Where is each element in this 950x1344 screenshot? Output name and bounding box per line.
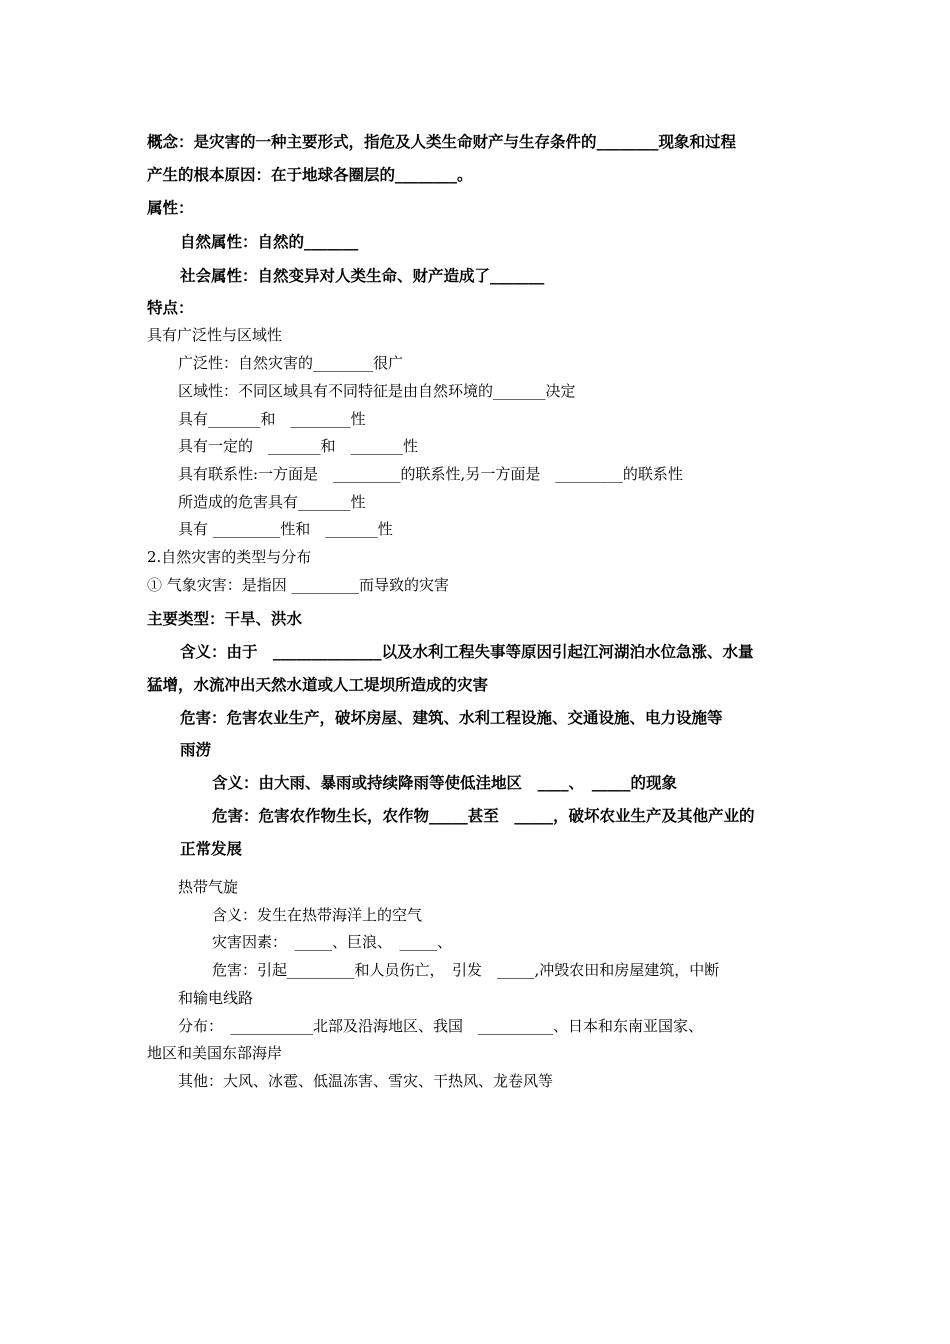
cyclone-harm: 危害：引起_________和人员伤亡， 引发 _____,冲毁农田和房屋建筑，中断 bbox=[212, 961, 720, 979]
root-cause-line: 产生的根本原因：在于地球各圈层的________。 bbox=[147, 166, 473, 184]
distribution-line: 分布： ___________北部及沿海地区、我国 __________、日本和东南亚国家、 bbox=[178, 1017, 704, 1035]
meteorological-line: ① 气象灾害：是指因 _________而导致的灾害 bbox=[147, 576, 450, 594]
social-attribute-line: 社会属性：自然变异对人类生命、财产造成了_______ bbox=[180, 267, 545, 285]
feature-line-1: 具有_______和 ________性 bbox=[178, 410, 366, 428]
distribution-cont: 地区和美国东部海岸 bbox=[147, 1044, 283, 1062]
others-line: 其他：大风、冰雹、低温冻害、雪灾、干热风、龙卷风等 bbox=[178, 1072, 554, 1090]
feature-line-3: 具有 _________性和 _______性 bbox=[178, 520, 393, 538]
feature-line-2: 具有一定的 _______和 _______性 bbox=[178, 437, 419, 455]
attributes-heading: 属性： bbox=[147, 199, 194, 217]
section-2-heading: 2.自然灾害的类型与分布 bbox=[147, 548, 312, 566]
feature-breadth-region: 具有广泛性与区域性 bbox=[147, 326, 283, 344]
waterlogging-heading: 雨涝 bbox=[180, 741, 212, 759]
flood-meaning-cont: 猛增，水流冲出天然水道或人工堤坝所造成的灾害 bbox=[147, 676, 489, 694]
waterlogging-harm: 危害：危害农作物生长，农作物_____甚至 _____，破坏农业生产及其他产业的 bbox=[212, 807, 755, 825]
cyclone-factors: 灾害因素： _____、巨浪、 _____、 bbox=[212, 933, 453, 951]
concept-line: 概念：是灾害的一种主要形式，指危及人类生命财产与生存条件的________现象和过程 bbox=[147, 133, 737, 151]
waterlogging-harm-cont: 正常发展 bbox=[180, 840, 243, 858]
cyclone-harm-cont: 和输电线路 bbox=[178, 989, 254, 1007]
harm-feature-line: 所造成的危害具有_______性 bbox=[178, 493, 366, 511]
features-heading: 特点： bbox=[147, 299, 194, 317]
flood-harm-line: 危害：危害农业生产，破坏房屋、建筑、水利工程设施、交通设施、电力设施等 bbox=[180, 709, 723, 727]
tropical-cyclone-heading: 热带气旋 bbox=[178, 878, 239, 896]
waterlogging-meaning: 含义：由大雨、暴雨或持续降雨等使低洼地区 ____、 _____的现象 bbox=[212, 774, 678, 792]
main-types-line: 主要类型：干旱、洪水 bbox=[147, 610, 303, 628]
natural-attribute-line: 自然属性：自然的_______ bbox=[180, 233, 359, 251]
breadth-line: 广泛性：自然灾害的________很广 bbox=[178, 354, 404, 372]
connection-line: 具有联系性:一方面是 _________的联系性,另一方面是 _________的联系性 bbox=[178, 465, 683, 483]
cyclone-meaning: 含义：发生在热带海洋上的空气 bbox=[212, 906, 423, 924]
regional-line: 区域性：不同区域具有不同特征是由自然环境的_______决定 bbox=[178, 382, 576, 400]
flood-meaning-line: 含义：由于 ______________以及水利工程失事等原因引起江河湖泊水位急涨、水量 bbox=[180, 643, 754, 661]
